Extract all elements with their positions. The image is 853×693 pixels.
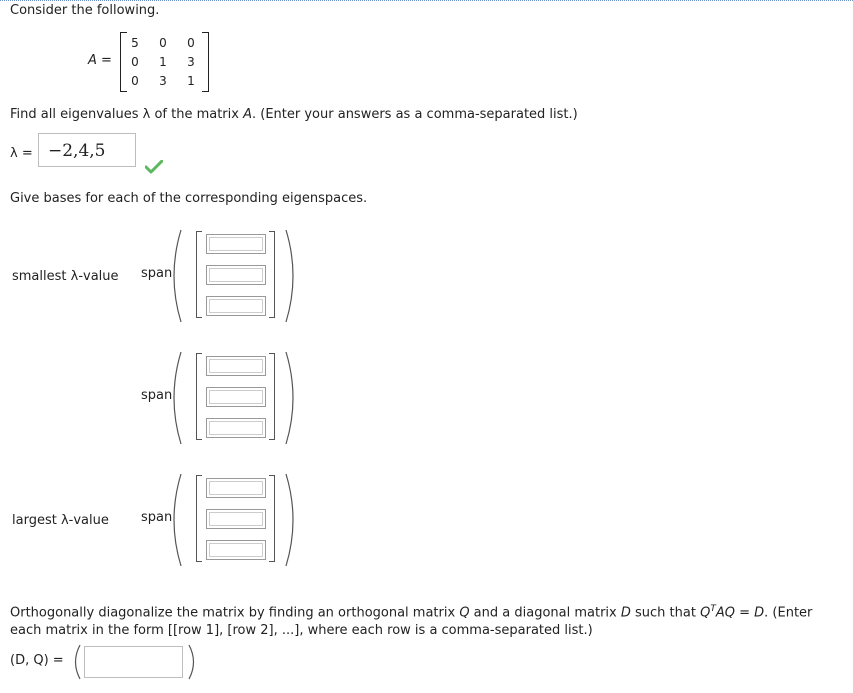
eigvec-input[interactable] [206,478,266,498]
left-paren-icon [164,228,184,324]
vector-left-bracket [196,353,202,440]
q-var: Q [459,605,470,621]
span-label: span [141,388,173,403]
vector-right-bracket [269,231,275,318]
right-paren-icon [283,228,303,324]
matrix-cell: 1 [159,55,167,69]
prompt-text: such that [630,605,701,621]
d-var: D [754,605,765,621]
eigvec-input[interactable] [206,234,266,254]
smallest-lambda-label: smallest λ-value [12,269,119,284]
prompt-text: each matrix in the form [[row 1], [row 2], ...], where each row is a comma-separated list.) [10,623,593,639]
matrix-label [88,53,112,68]
eigvec-input[interactable] [206,265,266,285]
matrix-eq: = [96,53,112,68]
lambda-field-label: λ = [10,146,33,161]
eigvec-input[interactable] [206,540,266,560]
intro-text: Consider the following. [10,3,160,18]
eigenspace-prompt: Give bases for each of the corresponding eigenspaces. [10,191,368,206]
prompt-text: Find all eigenvalues [10,107,143,122]
dq-field-label: (D, Q) = [10,653,64,668]
span-label: span [141,266,173,281]
check-icon [145,160,163,174]
matrix-var: A [88,53,97,68]
matrix-cell: 3 [187,55,195,69]
q-var: Q [700,605,711,621]
top-divider [0,0,853,1]
prompt-text: . (Enter your answers as a comma-separated list.) [252,107,578,122]
matrix-var: A [243,107,252,122]
lambda-symbol: λ [142,107,151,122]
left-paren-icon [164,350,184,446]
eigvec-input[interactable] [206,356,266,376]
vector-right-bracket [269,475,275,562]
eigvec-input[interactable] [206,509,266,529]
left-paren-icon [164,472,184,568]
eigenvalue-prompt [10,107,578,122]
prompt-text: of the matrix [150,107,244,122]
right-paren-icon [283,472,303,568]
dq-answer-field[interactable] [84,646,183,678]
eigvec-input[interactable] [206,418,266,438]
matrix-cell: 0 [187,36,195,50]
eigvec-input[interactable] [206,387,266,407]
matrix-cell: 0 [131,55,139,69]
eigenvalue-answer-field[interactable]: −2,4,5 [38,133,136,167]
right-paren-icon [283,350,303,446]
aq-var: AQ [715,605,735,621]
matrix-cell: 0 [159,36,167,50]
d-var: D [620,605,631,621]
matrix-cell: 1 [187,74,195,88]
vector-left-bracket [196,475,202,562]
prompt-text: and a diagonal matrix [469,605,621,621]
transpose-superscript: T [710,604,716,614]
matrix-cell: 0 [131,74,139,88]
span-label: span [141,510,173,525]
matrix-cell: 3 [159,74,167,88]
diagonalize-prompt [10,600,840,640]
largest-lambda-label: largest λ-value [12,513,109,528]
prompt-text: . (Enter [764,605,813,621]
matrix-right-bracket [202,32,209,92]
prompt-text: = [734,605,755,621]
matrix-cell: 5 [131,36,139,50]
prompt-text: Orthogonally diagonalize the matrix by finding an orthogonal matrix [10,605,460,621]
left-paren-icon [69,644,83,680]
vector-right-bracket [269,353,275,440]
eigvec-input[interactable] [206,296,266,316]
vector-left-bracket [196,231,202,318]
right-paren-icon [186,644,200,680]
